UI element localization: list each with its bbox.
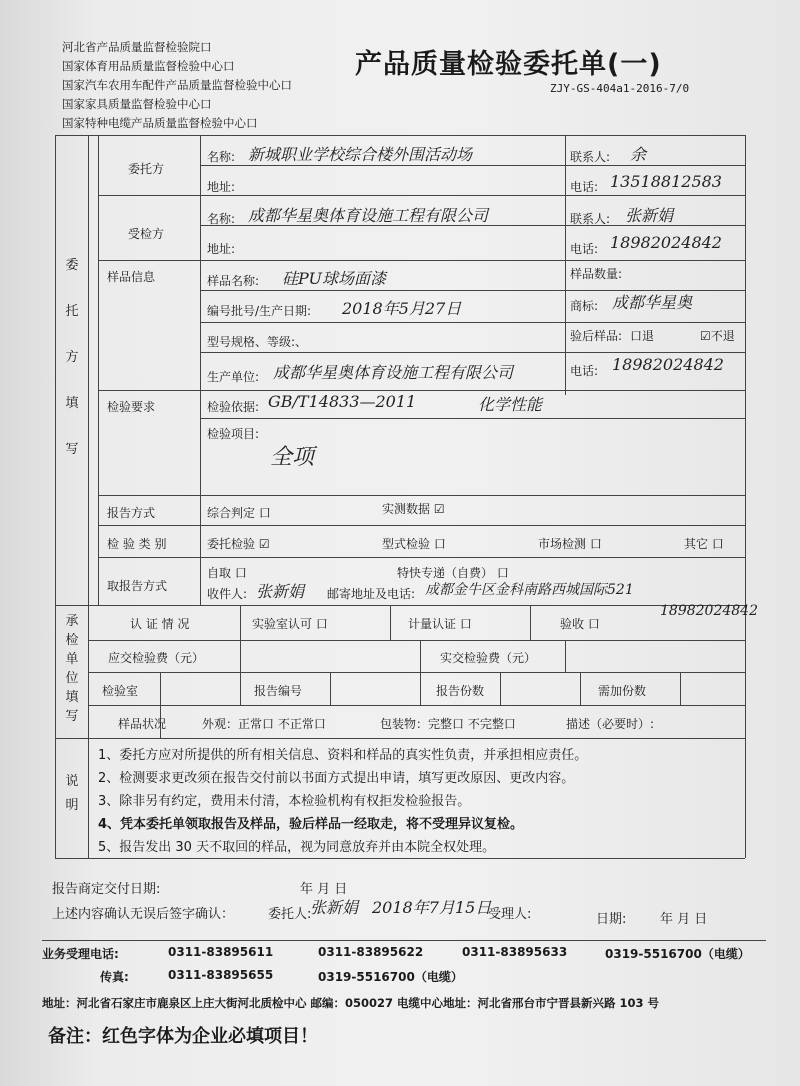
sample-return-option[interactable]: 口退 [630,329,655,343]
form-code: ZJY-GS-404a1-2016-7/0 [550,82,690,95]
sample-model-label: 型号规格、等级:、 [207,335,308,349]
mail-label: 邮寄地址及电话: [327,587,416,601]
pickup-self-option[interactable]: 自取 口 [207,566,247,580]
inspected-name-value: 成都华星奥体育设施工程有限公司 [248,206,489,225]
checkbox-checked-icon: ☑ [258,537,270,551]
sample-maker-value: 成都华星奥体育设施工程有限公司 [273,363,514,382]
report-method-opt1[interactable]: 综合判定 口 [207,506,271,520]
lab-cert-label: 认 证 情 况 [130,617,190,631]
client-phone-label: 电话: [570,180,599,194]
fee-paid-label: 实交检验费（元） [440,651,537,665]
items-value: 全项 [270,445,315,470]
phone-3: 0311-83895633 [462,945,568,959]
notes-list [98,744,587,859]
inspected-phone-label: 电话: [570,242,599,256]
basis-extra-value: 化学性能 [478,395,543,414]
lab-metrology-option[interactable]: 计量认证 口 [408,617,472,631]
report-method-opt2[interactable]: 实测数据 ☑ [382,502,445,516]
note-item: 1、委托方应对所提供的所有相关信息、资料和样品的真实性负责，并承担相应责任。 [98,748,588,763]
sample-name-value: 硅PU球场面漆 [282,269,386,288]
basis-label: 检验依据: [207,400,260,414]
mail-value: 成都金牛区金科南路西城国际521 [425,582,634,598]
checkbox-checked-icon: ☑ [700,329,711,343]
fax-1: 0311-83895655 [168,968,274,982]
phone-1: 0311-83895611 [168,945,274,959]
sample-noreturn-option[interactable]: ☑不退 [700,329,735,343]
receiver-value: 张新娟 [256,582,305,601]
receiver-label: 收件人: [207,587,248,601]
section-client-label: 委 托 方 填 写 [65,258,79,457]
mail-phone-value: 18982024842 [660,603,758,619]
institute-item: 河北省产品质量监督检验院口 [62,40,212,54]
sample-batch-value: 2018年5月27日 [342,299,462,318]
sample-state-label: 样品状况 [118,717,167,731]
report-method-label: 报告方式 [107,506,156,520]
institute-item: 国家特种电缆产品质量监督检验中心口 [62,116,258,130]
inspected-name-label: 名称: [207,212,236,226]
lab-accept-option[interactable]: 验收 口 [560,617,600,631]
address-line: 地址：河北省石家庄市鹿泉区上庄大街河北质检中心 邮编：050027 电缆中心地址：河北省邢台市宁晋县新兴路 103 号 [42,996,660,1010]
inspection-type-opt3[interactable]: 市场检测 口 [538,537,602,551]
section-note-label: 说 明 [65,774,79,813]
sample-name-label: 样品名称: [207,274,260,288]
client-sign-value: 张新娟 [310,898,359,917]
client-address-label: 地址: [207,180,236,194]
sign-date-value: 2018年7月15日 [372,898,492,917]
client-name-value: 新城职业学校综合楼外围活动场 [248,145,473,164]
basis-value: GB/T14833—2011 [268,392,417,411]
receiver-sign-label: 受理人: [488,907,532,922]
inspected-label: 受检方 [128,227,165,241]
client-phone-value: 13518812583 [610,172,722,191]
extra-copies-label: 需加份数 [598,684,647,698]
sample-label: 样品信息 [107,270,156,284]
institute-item: 国家体育用品质量监督检验中心口 [62,59,235,73]
requirements-label: 检验要求 [107,400,156,414]
client-label: 委托方 [128,162,165,176]
sample-maker-label: 生产单位: [207,370,260,384]
pickup-label: 取报告方式 [107,579,168,593]
phone-2: 0311-83895622 [318,945,424,959]
form-title: 产品质量检验委托单(一) [355,49,662,80]
description-label: 描述（必要时）: [566,717,655,731]
sample-after-label: 验后样品: [570,329,623,343]
inspection-type-label: 检 验 类 别 [107,537,167,551]
package-options[interactable]: 包装物：完整口 不完整口 [380,717,516,731]
inspection-type-opt2[interactable]: 型式检验 口 [382,537,446,551]
institute-item: 国家家具质量监督检验中心口 [62,97,212,111]
sample-brand-value: 成都华星奥 [612,293,693,312]
client-contact-label: 联系人: [570,150,611,164]
inspected-phone-value: 18982024842 [610,233,722,252]
delivery-date-ymd: 年 月 日 [300,882,348,897]
items-label: 检验项目: [207,427,260,441]
inspected-contact-value: 张新娟 [625,206,674,225]
institute-item: 国家汽车农用车配件产品质量监督检验中心口 [62,78,292,92]
phone-label: 业务受理电话: [42,947,119,961]
note-item: 5、报告发出 30 天不取回的样品，视为同意放弃并由本院全权处理。 [98,840,496,855]
client-name-label: 名称: [207,150,236,164]
delivery-date-label: 报告商定交付日期: [52,882,161,897]
note-item: 3、除非另有约定，费用未付清，本检验机构有权拒发检验报告。 [98,794,471,809]
institute-list [62,38,292,133]
client-sign-label: 委托人: [268,907,312,922]
note-item: 2、检测要求更改须在报告交付前以书面方式提出申请，填写更改原因、更改内容。 [98,771,575,786]
appearance-options[interactable]: 外观：正常口 不正常口 [202,717,326,731]
sign-confirm-label: 上述内容确认无误后签字确认： [52,907,235,922]
report-no-label: 报告编号 [254,684,303,698]
report-copies-label: 报告份数 [436,684,485,698]
fax-2: 0319-5516700（电缆） [318,970,463,984]
date-ymd: 年 月 日 [660,912,708,927]
note-item: 4、凭本委托单领取报告及样品，验后样品一经取走，将不受理异议复检。 [98,817,524,832]
sample-maker-phone-label: 电话: [570,364,599,378]
pickup-express-option[interactable]: 特快专递（自费） 口 [397,566,509,580]
checkbox-checked-icon: ☑ [433,502,445,516]
inspection-type-opt1[interactable]: 委托检验 ☑ [207,537,270,551]
inspected-address-label: 地址: [207,242,236,256]
section-lab-label: 承 检 单 位 填 写 [65,614,79,724]
inspection-type-opt4[interactable]: 其它 口 [684,537,724,551]
sample-qty-label: 样品数量: [570,267,623,281]
sample-brand-label: 商标: [570,299,599,313]
client-contact-value: 余 [630,145,647,164]
sample-batch-label: 编号批号/生产日期: [207,304,312,318]
sample-maker-phone-value: 18982024842 [612,355,724,374]
lab-accredit-option[interactable]: 实验室认可 口 [252,617,328,631]
fax-label: 传真: [100,970,129,984]
phone-4: 0319-5516700（电缆） [605,947,750,961]
fee-due-label: 应交检验费（元） [108,651,205,665]
date-label: 日期: [596,912,627,927]
lab-room-label: 检验室 [102,684,139,698]
inspected-contact-label: 联系人: [570,212,611,226]
remark: 备注：红色字体为企业必填项目！ [48,1026,318,1047]
